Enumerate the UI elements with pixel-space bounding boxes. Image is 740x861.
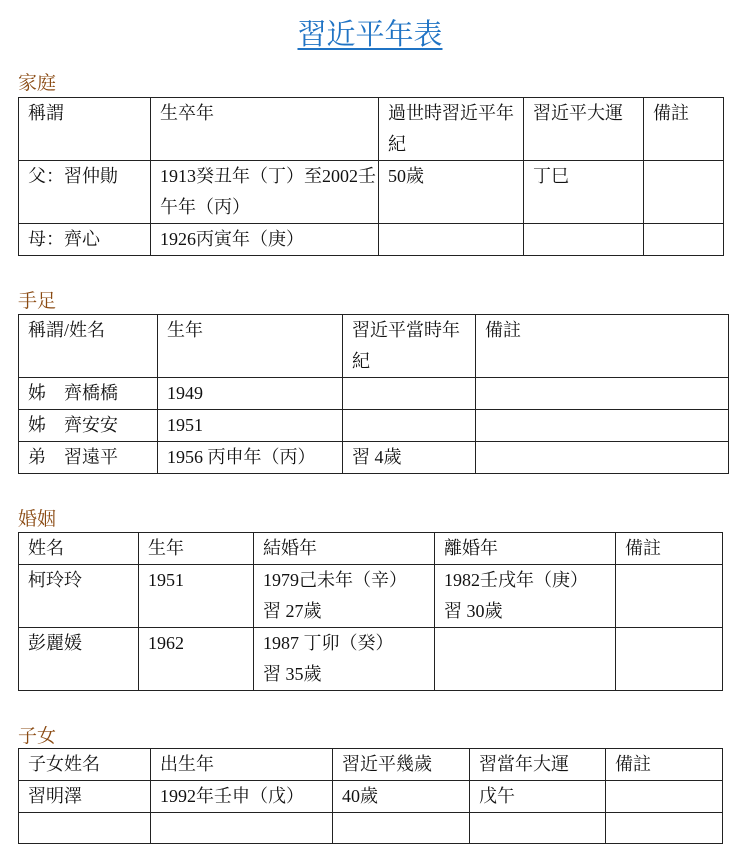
table-cell: 1951 bbox=[158, 410, 343, 442]
column-header: 姓名 bbox=[19, 533, 139, 565]
column-header: 子女姓名 bbox=[19, 749, 151, 781]
table-cell bbox=[644, 161, 724, 224]
table-cell bbox=[616, 628, 723, 691]
table-row bbox=[19, 442, 729, 474]
table-row bbox=[19, 224, 724, 256]
column-header: 出生年 bbox=[151, 749, 333, 781]
section-heading: 家庭 bbox=[18, 72, 57, 94]
table-cell: 1979己未年（辛） 習 27歲 bbox=[254, 565, 435, 628]
table-cell: 1956 丙申年（丙） bbox=[158, 442, 343, 474]
table-row bbox=[19, 161, 724, 224]
table-cell: 1987 丁卯（癸） 習 35歲 bbox=[254, 628, 435, 691]
table-row bbox=[19, 378, 729, 410]
table-row bbox=[19, 410, 729, 442]
table-cell: 1962 bbox=[139, 628, 254, 691]
table-cell: 50歲 bbox=[379, 161, 524, 224]
page-title[interactable]: 習近平年表 bbox=[297, 17, 443, 51]
table-cell bbox=[435, 628, 616, 691]
table-row bbox=[19, 628, 723, 691]
table-cell bbox=[470, 813, 606, 844]
table-cell: 40歲 bbox=[333, 781, 470, 813]
column-header: 習近平大運 bbox=[524, 98, 644, 161]
column-header: 習近平幾歲 bbox=[333, 749, 470, 781]
column-header: 結婚年 bbox=[254, 533, 435, 565]
column-header: 備註 bbox=[644, 98, 724, 161]
table-header-row bbox=[19, 98, 724, 161]
section-table bbox=[18, 748, 723, 844]
table-cell: 習 4歲 bbox=[343, 442, 476, 474]
column-header: 備註 bbox=[616, 533, 723, 565]
column-header: 稱謂 bbox=[19, 98, 151, 161]
table-cell bbox=[19, 813, 151, 844]
table-row bbox=[19, 813, 723, 844]
table-cell bbox=[151, 813, 333, 844]
column-header: 生年 bbox=[139, 533, 254, 565]
table-cell bbox=[476, 378, 729, 410]
table-header-row bbox=[19, 533, 723, 565]
table-cell bbox=[379, 224, 524, 256]
column-header: 習近平當時年紀 bbox=[343, 315, 476, 378]
table-cell bbox=[644, 224, 724, 256]
column-header: 備註 bbox=[606, 749, 723, 781]
table-cell: 丁巳 bbox=[524, 161, 644, 224]
section-table bbox=[18, 314, 729, 474]
table-cell: 父：習仲勛 bbox=[19, 161, 151, 224]
table-cell bbox=[476, 410, 729, 442]
table-cell: 1992年壬申（戊） bbox=[151, 781, 333, 813]
table-cell bbox=[524, 224, 644, 256]
table-cell: 弟 習遠平 bbox=[19, 442, 158, 474]
table-cell: 1926丙寅年（庚） bbox=[151, 224, 379, 256]
column-header: 離婚年 bbox=[435, 533, 616, 565]
section-table bbox=[18, 532, 723, 691]
table-cell bbox=[343, 378, 476, 410]
column-header: 過世時習近平年紀 bbox=[379, 98, 524, 161]
table-cell: 1913癸丑年（丁）至2002壬午年（丙） bbox=[151, 161, 379, 224]
table-cell bbox=[476, 442, 729, 474]
column-header: 備註 bbox=[476, 315, 729, 378]
section-heading: 子女 bbox=[18, 725, 57, 747]
table-cell: 1951 bbox=[139, 565, 254, 628]
table-cell bbox=[333, 813, 470, 844]
table-header-row bbox=[19, 315, 729, 378]
table-header-row bbox=[19, 749, 723, 781]
table-cell bbox=[606, 781, 723, 813]
table-cell: 1982壬戌年（庚） 習 30歲 bbox=[435, 565, 616, 628]
table-cell: 姊 齊橋橋 bbox=[19, 378, 158, 410]
table-cell bbox=[616, 565, 723, 628]
section-table bbox=[18, 97, 724, 256]
table-cell: 柯玲玲 bbox=[19, 565, 139, 628]
column-header: 生年 bbox=[158, 315, 343, 378]
table-cell: 彭麗媛 bbox=[19, 628, 139, 691]
column-header: 習當年大運 bbox=[470, 749, 606, 781]
table-cell: 姊 齊安安 bbox=[19, 410, 158, 442]
column-header: 稱謂/姓名 bbox=[19, 315, 158, 378]
table-row bbox=[19, 781, 723, 813]
table-row bbox=[19, 565, 723, 628]
table-cell: 1949 bbox=[158, 378, 343, 410]
table-cell: 戊午 bbox=[470, 781, 606, 813]
table-cell bbox=[606, 813, 723, 844]
table-cell: 習明澤 bbox=[19, 781, 151, 813]
section-heading: 婚姻 bbox=[18, 508, 57, 530]
column-header: 生卒年 bbox=[151, 98, 379, 161]
table-cell bbox=[343, 410, 476, 442]
table-cell: 母：齊心 bbox=[19, 224, 151, 256]
section-heading: 手足 bbox=[18, 290, 57, 312]
